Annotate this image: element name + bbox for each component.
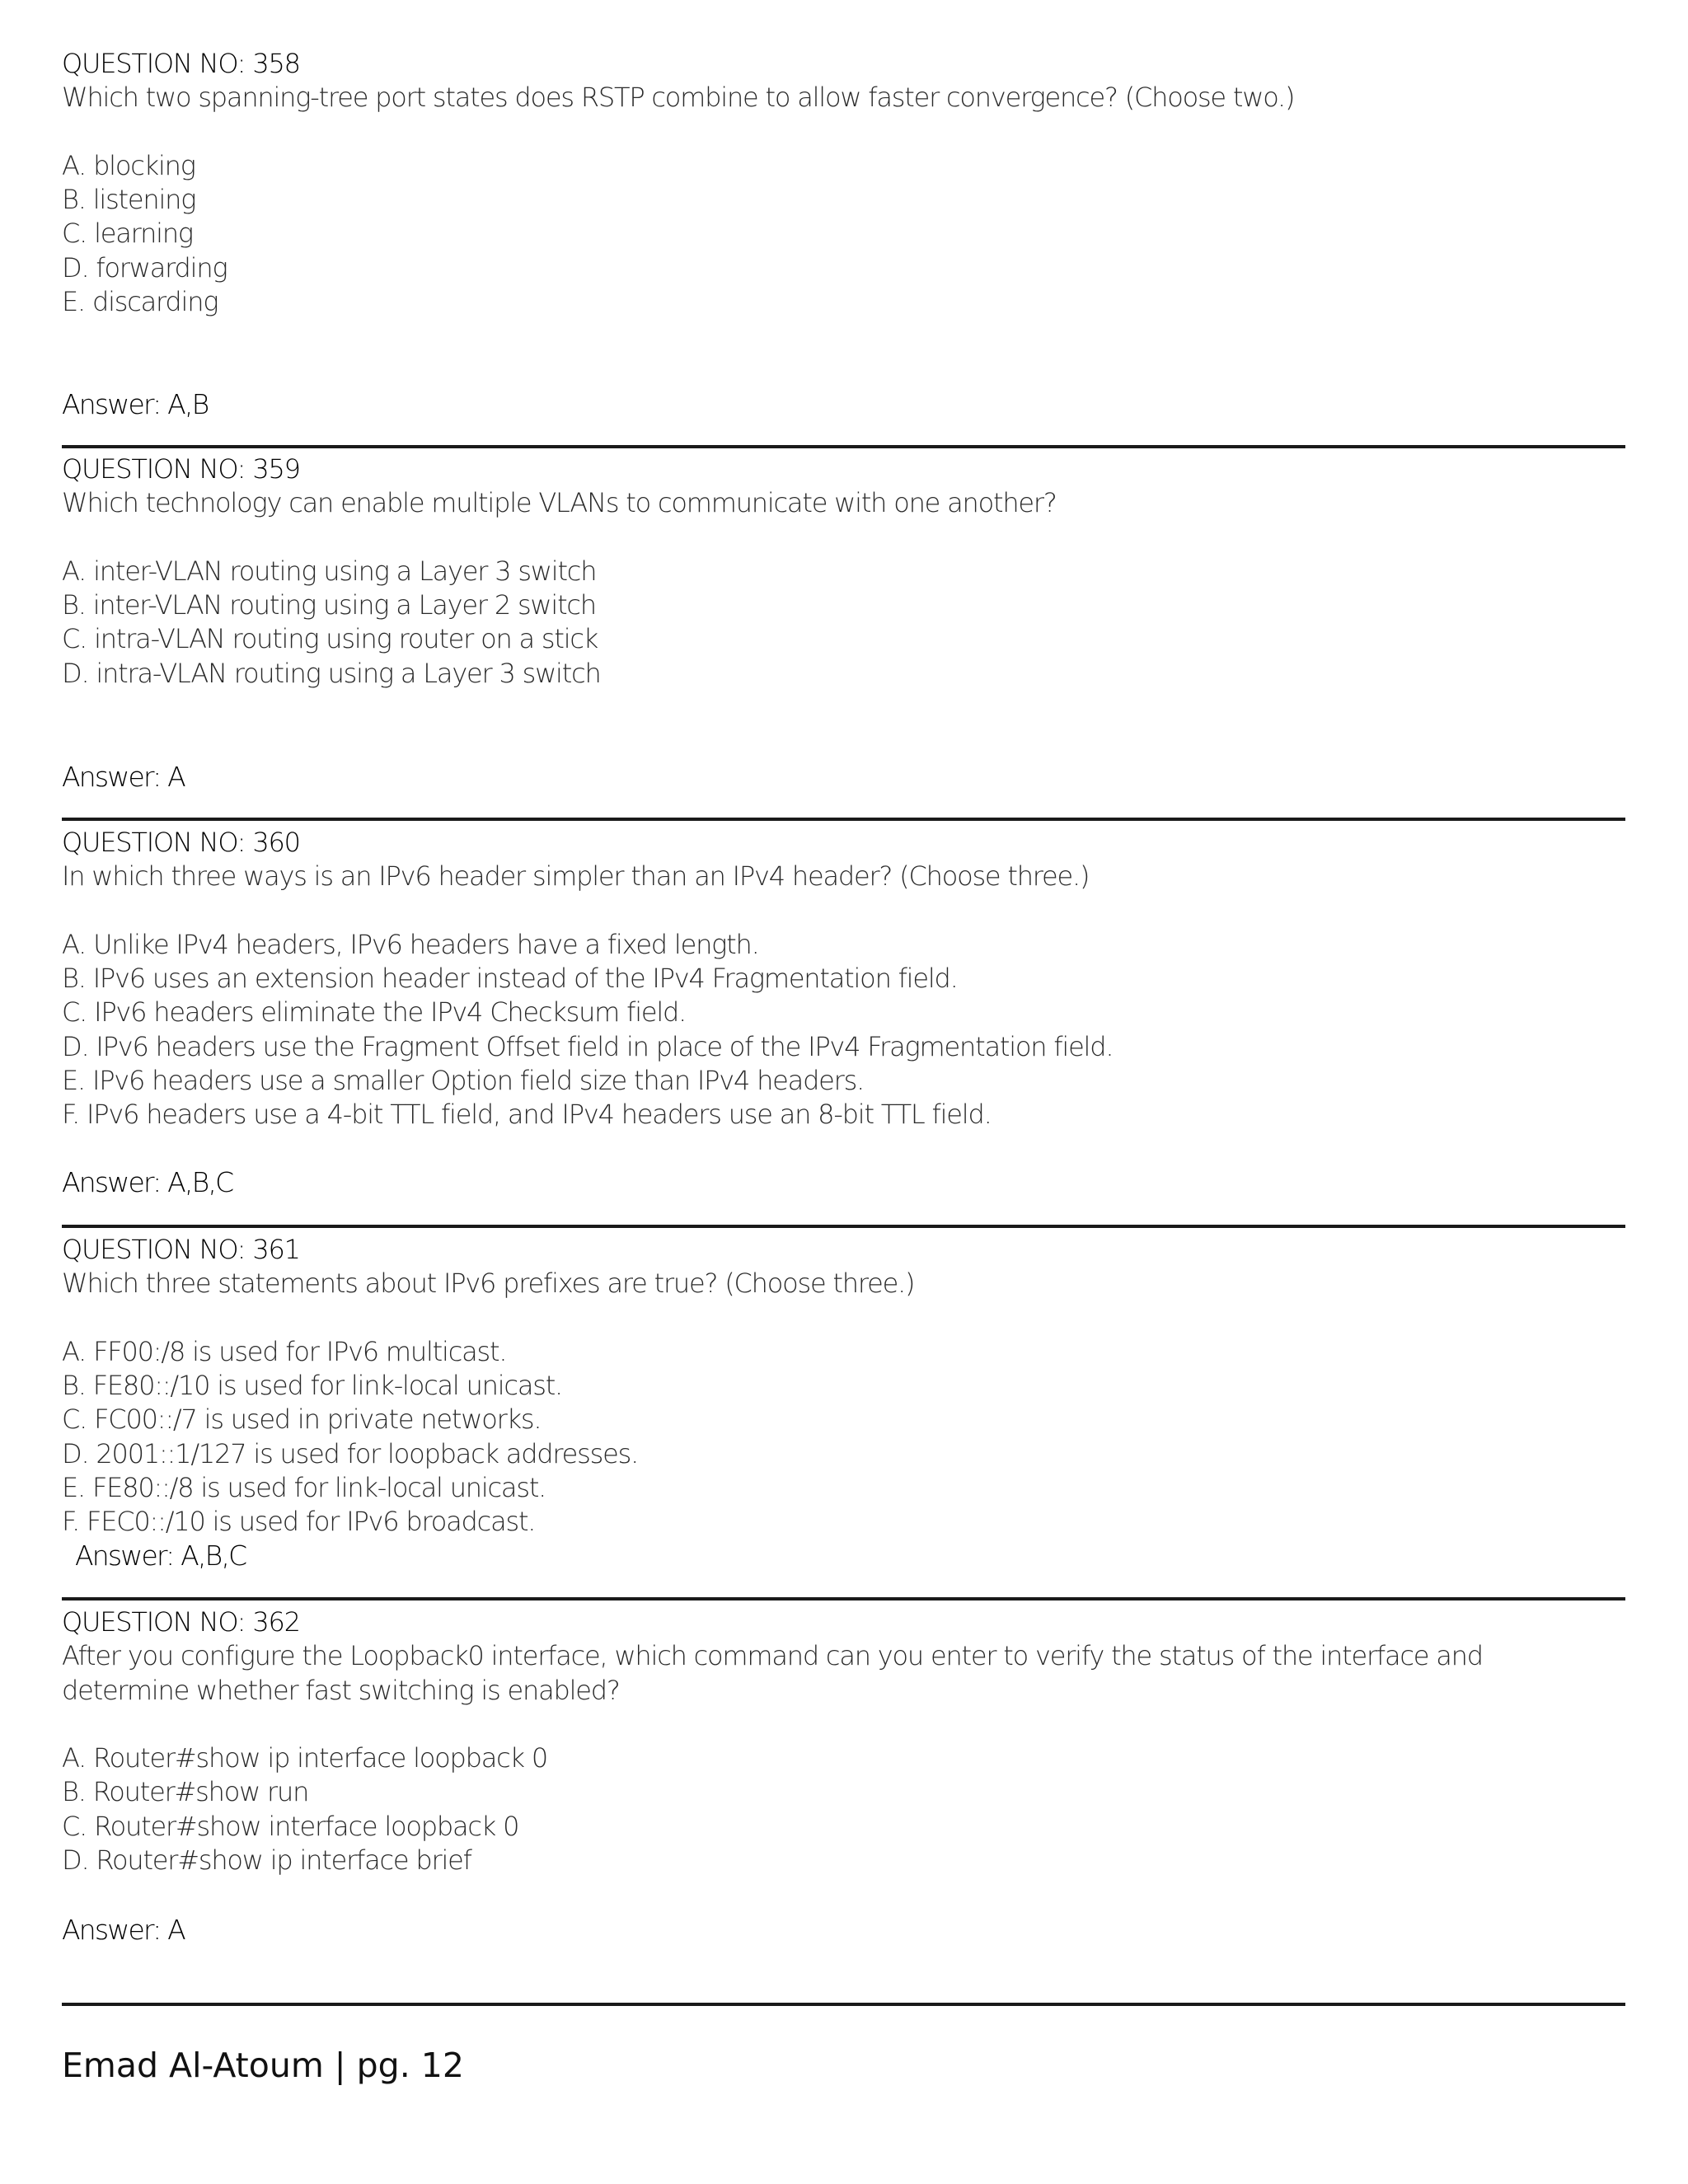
answer-362: Answer: A: [62, 1914, 185, 1946]
question-number: QUESTION NO: 358: [62, 48, 300, 79]
option-c: C. Router#show interface loopback 0: [62, 1810, 519, 1842]
question-block-358: [62, 47, 1628, 319]
option-f: F. FEC0::/10 is used for IPv6 broadcast.: [62, 1506, 536, 1538]
answer-361: Answer: A,B,C: [75, 1540, 246, 1572]
question-number: QUESTION NO: 361: [62, 1234, 300, 1265]
option-c: C. FC00::/7 is used in private networks.: [62, 1404, 542, 1436]
option-a: A. FF00:/8 is used for IPv6 multicast.: [62, 1335, 507, 1367]
option-b: B. IPv6 uses an extension header instead of the IPv4 Fragmentation field.: [62, 963, 958, 995]
option-a: A. inter-VLAN routing using a Layer 3 switch: [62, 555, 597, 587]
question-text: Which technology can enable multiple VLANs to communicate with one another?: [62, 487, 1057, 519]
option-c: C. intra-VLAN routing using router on a stick: [62, 623, 598, 655]
option-f: F. IPv6 headers use a 4-bit TTL field, and IPv4 headers use an 8-bit TTL field.: [62, 1099, 992, 1131]
option-b: B. FE80::/10 is used for link-local unicast.: [62, 1370, 563, 1402]
question-block-361: [62, 1233, 1628, 1540]
question-number: QUESTION NO: 362: [62, 1606, 300, 1638]
option-b: B. inter-VLAN routing using a Layer 2 switch: [62, 589, 596, 621]
question-block-362: [62, 1605, 1628, 1877]
question-number: QUESTION NO: 360: [62, 827, 300, 858]
option-d: D. intra-VLAN routing using a Layer 3 switch: [62, 657, 601, 689]
option-a: A. Router#show ip interface loopback 0: [62, 1742, 548, 1774]
answer-359: Answer: A: [62, 761, 185, 793]
separator-rule: [62, 2003, 1625, 2006]
separator-rule: [62, 1597, 1625, 1601]
answer-358: Answer: A,B: [62, 388, 209, 420]
question-number: QUESTION NO: 359: [62, 453, 300, 485]
question-block-360: [62, 826, 1628, 1132]
separator-rule: [62, 1225, 1625, 1228]
separator-rule: [62, 818, 1625, 821]
option-a: A. blocking: [62, 149, 195, 181]
question-text: Which three statements about IPv6 prefixes are true? (Choose three.): [62, 1268, 915, 1300]
option-e: E. FE80::/8 is used for link-local unicast.: [62, 1472, 546, 1504]
question-text: In which three ways is an IPv6 header simpler than an IPv4 header? (Choose three.): [62, 860, 1090, 893]
option-d: D. Router#show ip interface brief: [62, 1844, 471, 1877]
answer-360: Answer: A,B,C: [62, 1166, 233, 1198]
option-a: A. Unlike IPv4 headers, IPv6 headers have a fixed length.: [62, 928, 759, 960]
option-e: E. IPv6 headers use a smaller Option field size than IPv4 headers.: [62, 1065, 865, 1097]
option-d: D. 2001::1/127 is used for loopback addresses.: [62, 1437, 639, 1469]
question-block-359: [62, 452, 1628, 691]
option-d: D. forwarding: [62, 251, 227, 284]
option-e: E. discarding: [62, 286, 218, 318]
option-d: D. IPv6 headers use the Fragment Offset field in place of the IPv4 Fragmentation field.: [62, 1030, 1114, 1062]
question-text: Which two spanning-tree port states does RSTP combine to allow faster convergence? (Choose two.): [62, 82, 1295, 114]
question-text: After you configure the Loopback0 interface, which command can you enter to verify the status of the interface and determine whether fast switching is enabled?: [62, 1640, 1483, 1706]
option-c: C. learning: [62, 218, 193, 250]
option-c: C. IPv6 headers eliminate the IPv4 Checksum field.: [62, 996, 687, 1029]
separator-rule: [62, 445, 1625, 448]
option-b: B. Router#show run: [62, 1776, 309, 1808]
page-footer: Emad Al-Atoum | pg. 12: [62, 2046, 464, 2085]
option-b: B. listening: [62, 184, 196, 216]
